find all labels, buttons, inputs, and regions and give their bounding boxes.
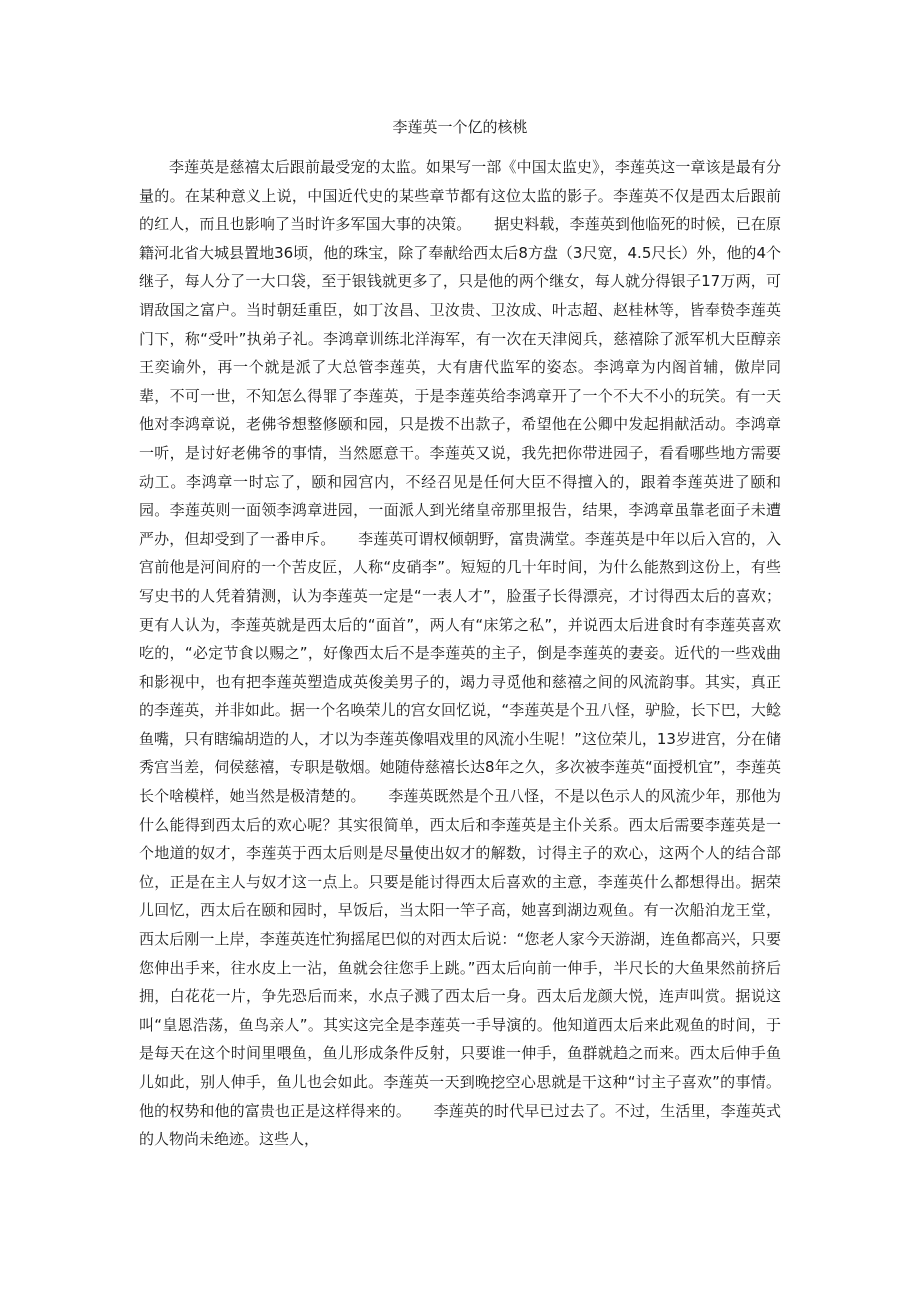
document-title: 李莲英一个亿的核桃 <box>392 118 528 136</box>
document-body-paragraph: 李莲英是慈禧太后跟前最受宠的太监。如果写一部《中国太监史》，李莲英这一章该是最有分量的。在某种意义上说，中国近代史的某些章节都有这位太监的影子。李莲英不仅是西太后跟前的红人，而且也影响了当时许多军国大事的决策。 据史料载，李莲英到他临死的时候，已在原籍河北省大城县置地36顷，他的珠宝，除了奉献给西太后8方盘（3尺宽，4.5尺长）外，他的4个继子，每人分了一大口袋，至于银钱就更多了，只是他的两个继女，每人就分得银子17万两，可谓敌国之富户。当时朝廷重臣，如丁汝昌、卫汝贵、卫汝成、叶志超、赵桂林等，皆奉贽李莲英门下，称“受叶”执弟子礼。李鸿章训练北洋海军，有一次在天津阅兵，慈禧除了派军机大臣醇亲王奕谕外，再一个就是派了大总管李莲英，大有唐代监军的姿态。李鸿章为内阁首辅，傲岸同辈，不可一世，不知怎么得罪了李莲英，于是李莲英给李鸿章开了一个不大不小的玩笑。有一天他对李鸿章说，老佛爷想整修颐和园，只是拨不出款子，希望他在公卿中发起捐献活动。李鸿章一听，是讨好老佛爷的事情，当然愿意干。李莲英又说，我先把你带进园子，看看哪些地方需要动工。李鸿章一时忘了，颐和园宫内，不经召见是任何大臣不得擅入的，跟着李莲英进了颐和园。李莲英则一面领李鸿章进园，一面派人到光绪皇帝那里报告，结果，李鸿章虽靠老面子未遭严办，但却受到了一番申斥。 李莲英可谓权倾朝野，富贵满堂。李莲英是中年以后入宫的，入宫前他是河间府的一个苦皮匠，人称“皮硝李”。短短的几十年时间，为什么能熬到这份上，有些写史书的人凭着猜测，认为李莲英一定是“一表人才”，脸蛋子长得漂亮，才讨得西太后的喜欢；更有人认为，李莲英就是西太后的“面首”，两人有“床笫之私”，并说西太后进食时有李莲英喜欢吃的，“必定节食以赐之”，好像西太后不是李莲英的主子，倒是李莲英的妻妾。近代的一些戏曲和影视中，也有把李莲英塑造成英俊美男子的，竭力寻觅他和慈禧之间的风流韵事。其实，真正的李莲英，并非如此。据一个名唤荣儿的宫女回忆说，“李莲英是个丑八怪，驴脸，长下巴，大鲶鱼嘴，只有瞎编胡造的人，才以为李莲英像唱戏里的风流小生呢！”这位荣儿，13岁进宫，分在储秀宫当差，伺侯慈禧，专职是敬烟。她随侍慈禧长达8年之久，多次被李莲英“面授机宜”，李莲英长个啥模样，她当然是极清楚的。 李莲英既然是个丑八怪，不是以色示人的风流少年，那他为什么能得到西太后的欢心呢？其实很简单，西太后和李莲英是主仆关系。西太后需要李莲英是一个地道的奴才，李莲英于西太后则是尽量使出奴才的解数，讨得主子的欢心，这两个人的结合部位，正是在主人与奴才这一点上。只要是能讨得西太后喜欢的主意，李莲英什么都想得出。据荣儿回忆，西太后在颐和园时，早饭后，当太阳一竿子高，她喜到湖边观鱼。有一次船泊龙王堂，西太后刚一上岸，李莲英连忙狗摇尾巴似的对西太后说：“您老人家今天游湖，连鱼都高兴，只要您伸出手来，往水皮上一沾，鱼就会往您手上跳。”西太后向前一伸手，半尺长的大鱼果然前挤后拥，白花花一片，争先恐后而来，水点子溅了西太后一身。西太后龙颜大悦，连声叫赏。据说这叫“皇恩浩荡，鱼鸟亲人”。其实这完全是李莲英一手导演的。他知道西太后来此观鱼的时间，于是每天在这个时间里喂鱼，鱼儿形成条件反射，只要谁一伸手，鱼群就趋之而来。西太后伸手鱼儿如此，别人伸手，鱼儿也会如此。李莲英一天到晚挖空心思就是干这种“讨主子喜欢”的事情。他的权势和他的富贵也正是这样得来的。 李莲英的时代早已过去了。不过，生活里，李莲英式的人物尚未绝迹。这些人， <box>139 158 781 1149</box>
